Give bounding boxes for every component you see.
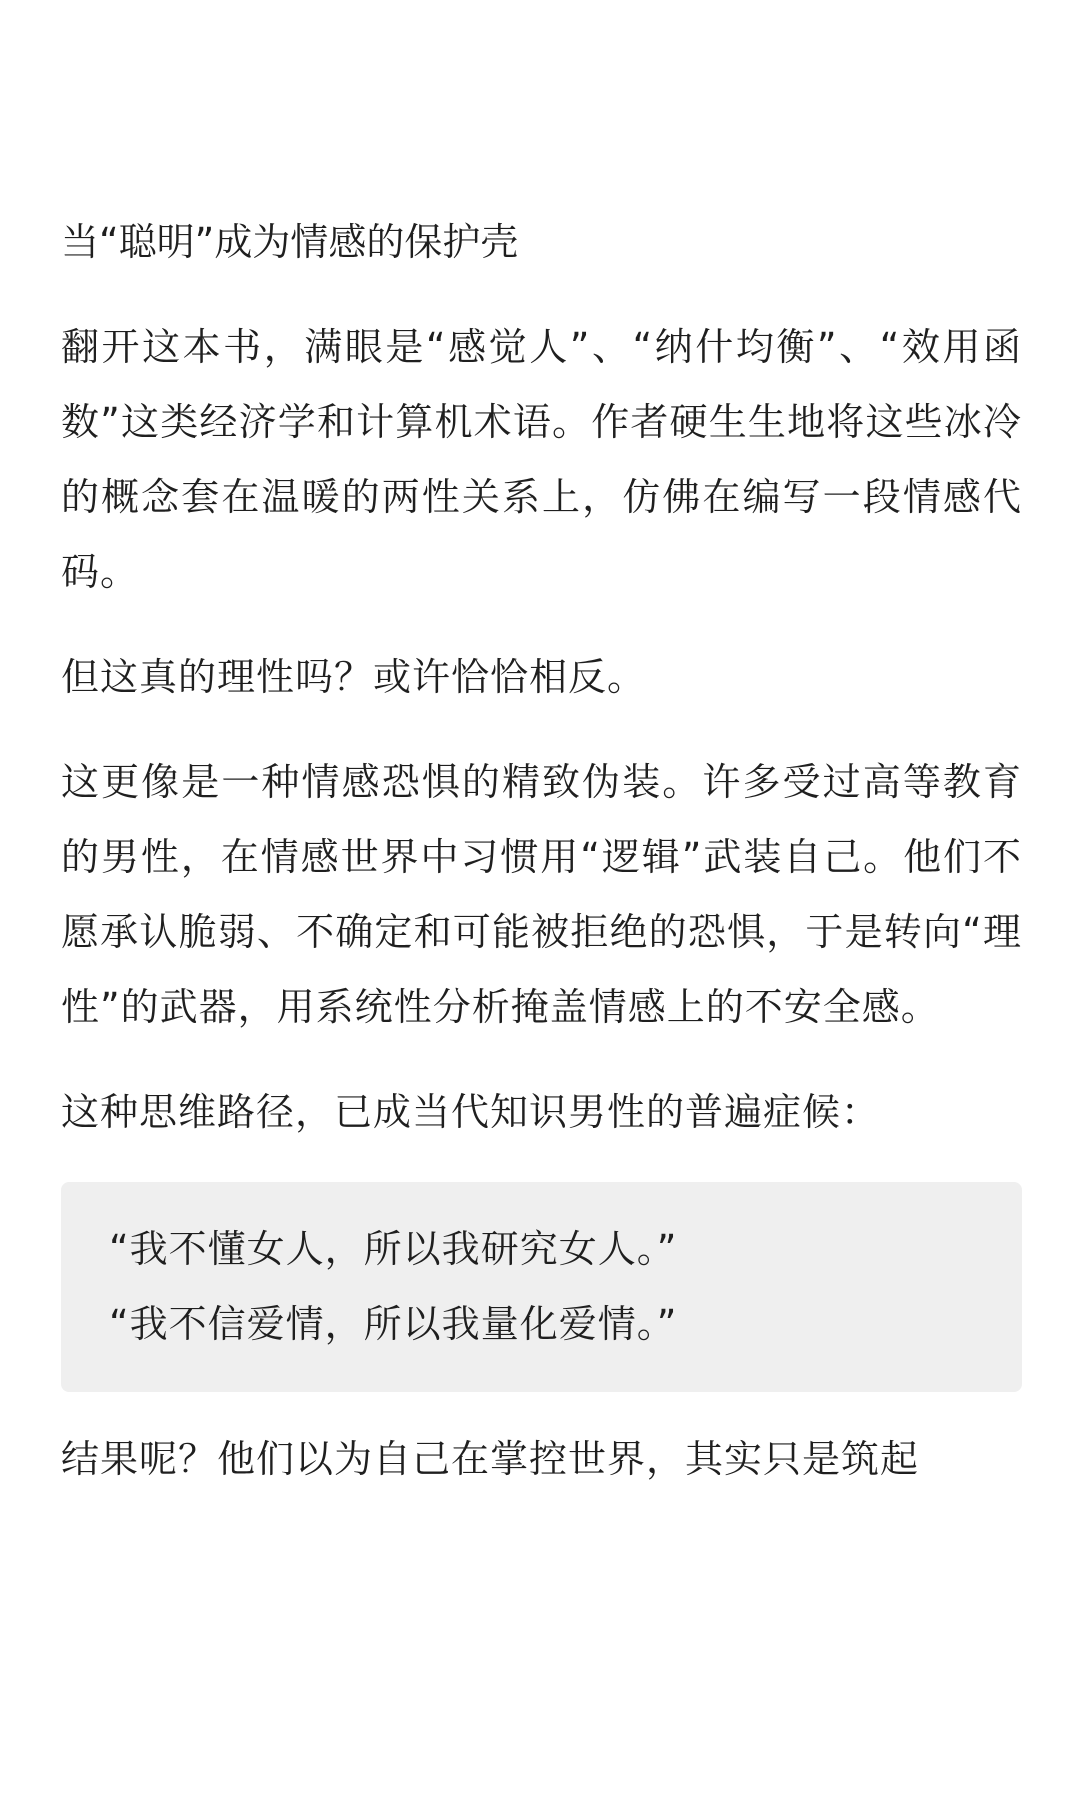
article-heading: 当“聪明”成为情感的保护壳 [61, 220, 519, 264]
paragraph-symptom: 这种思维路径，已成当代知识男性的普遍症候： [61, 1090, 881, 1134]
article-body [61, 205, 1022, 1497]
quote-block [61, 1182, 1022, 1392]
paragraph-intro: 翻开这本书，满眼是“感觉人”、“纳什均衡”、“效用函数”这类经济学和计算机术语。作者硬生生地将这些冰冷的概念套在温暖的两性关系上，仿佛在编写一段情感代码。 [61, 325, 1022, 594]
quote-line: “我不懂女人，所以我研究女人。” [109, 1227, 678, 1271]
paragraph-closing: 结果呢？他们以为自己在掌控世界，其实只是筑起 [61, 1437, 920, 1481]
quote-line: “我不信爱情，所以我量化爱情。” [109, 1302, 678, 1346]
paragraph-question: 但这真的理性吗？或许恰恰相反。 [61, 655, 647, 699]
paragraph-disguise: 这更像是一种情感恐惧的精致伪装。许多受过高等教育的男性，在情感世界中习惯用“逻辑”武装自己。他们不愿承认脆弱、不确定和可能被拒绝的恐惧，于是转向“理性”的武器，用系统性分析掩盖情感上的不安全感。 [61, 760, 1022, 1029]
